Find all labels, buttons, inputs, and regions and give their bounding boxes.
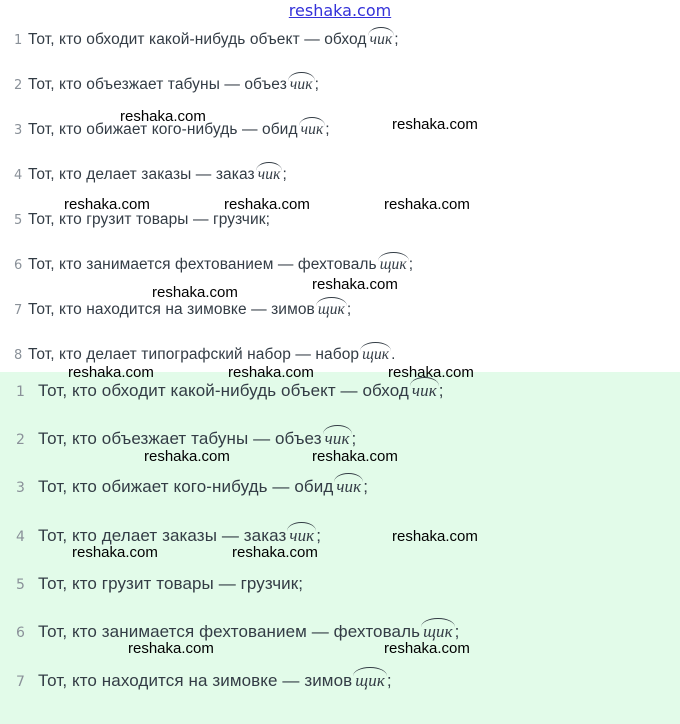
list-item <box>0 477 368 497</box>
watermark: reshaka.com <box>388 364 474 381</box>
suffix-mark: чик <box>369 31 393 48</box>
item-text: Тот, кто обходит какой-нибудь объект — обход <box>28 31 367 48</box>
item-number: 2 <box>14 78 23 93</box>
watermark: reshaka.com <box>384 196 470 213</box>
list-item <box>0 166 287 184</box>
suffix-mark: чик <box>289 526 315 545</box>
suffix-mark: щик <box>362 346 390 363</box>
item-text: Тот, кто занимается фехтованием — фехтоваль <box>38 622 421 641</box>
suffix-mark: щик <box>379 256 407 273</box>
item-number: 6 <box>16 625 25 641</box>
item-end: . <box>391 346 396 363</box>
suffix-mark: щик <box>355 671 385 690</box>
item-end: ; <box>386 671 392 690</box>
item-number: 5 <box>16 577 25 593</box>
watermark: reshaka.com <box>232 544 318 561</box>
list-item <box>0 574 303 594</box>
item-number: 1 <box>16 384 25 400</box>
item-number: 1 <box>14 33 23 48</box>
suffix-mark: чик <box>336 477 362 496</box>
item-text: Тот, кто обижает кого-нибудь — обид <box>38 477 334 496</box>
watermark: reshaka.com <box>392 116 478 133</box>
site-link[interactable]: reshaka.com <box>288 1 392 20</box>
watermark: reshaka.com <box>312 448 398 465</box>
item-end: ; <box>346 301 352 318</box>
item-text: Тот, кто делает заказы — заказ <box>28 166 255 183</box>
list-item <box>0 429 356 449</box>
item-text: Тот, кто обижает кого-нибудь — обид <box>28 121 298 138</box>
item-text: Тот, кто находится на зимовке — зимов <box>38 671 353 690</box>
list-item <box>0 31 399 49</box>
item-text: Тот, кто объезжает табуны — объез <box>38 429 322 448</box>
item-number: 3 <box>14 123 23 138</box>
suffix-mark: щик <box>317 301 345 318</box>
list-item <box>0 346 396 364</box>
item-text: Тот, кто грузит товары — грузчик; <box>38 574 304 593</box>
item-end: ; <box>314 76 320 93</box>
item-end: ; <box>282 166 287 183</box>
list-item <box>0 301 351 319</box>
watermark: reshaka.com <box>152 284 238 301</box>
item-number: 7 <box>14 303 23 318</box>
watermark: reshaka.com <box>384 640 470 657</box>
list-item <box>0 526 321 546</box>
list-item <box>0 671 392 691</box>
item-text: Тот, кто делает типографский набор — набор <box>28 346 360 363</box>
item-end: ; <box>325 121 330 138</box>
list-item <box>0 76 319 94</box>
item-text: Тот, кто грузит товары — грузчик; <box>28 211 271 228</box>
item-end: ; <box>394 31 399 48</box>
suffix-mark: чик <box>411 381 437 400</box>
watermark: reshaka.com <box>120 108 206 125</box>
suffix-mark: чик <box>289 76 313 93</box>
item-text: Тот, кто делает заказы — заказ <box>38 526 287 545</box>
watermark: reshaka.com <box>228 364 314 381</box>
item-number: 4 <box>14 168 23 183</box>
item-number: 7 <box>16 674 25 690</box>
site-header[interactable] <box>0 0 680 22</box>
item-text: Тот, кто объезжает табуны — объез <box>28 76 287 93</box>
list-item <box>0 256 413 274</box>
list-item <box>0 211 270 229</box>
item-text: Тот, кто занимается фехтованием — фехтоваль <box>28 256 377 273</box>
item-end: ; <box>438 381 444 400</box>
item-number: 6 <box>14 258 23 273</box>
watermark: reshaka.com <box>144 448 230 465</box>
item-text: Тот, кто обходит какой-нибудь объект — обход <box>38 381 409 400</box>
item-number: 4 <box>16 529 25 545</box>
suffix-mark: щик <box>423 622 453 641</box>
watermark: reshaka.com <box>128 640 214 657</box>
watermark: reshaka.com <box>224 196 310 213</box>
item-text: Тот, кто находится на зимовке — зимов <box>28 301 315 318</box>
item-number: 5 <box>14 213 23 228</box>
watermark: reshaka.com <box>68 364 154 381</box>
list-item <box>0 622 460 642</box>
item-end: ; <box>408 256 414 273</box>
item-end: ; <box>363 477 369 496</box>
item-number: 2 <box>16 432 25 448</box>
item-end: ; <box>351 429 357 448</box>
item-number: 8 <box>14 348 23 363</box>
watermark: reshaka.com <box>64 196 150 213</box>
watermark: reshaka.com <box>72 544 158 561</box>
watermark: reshaka.com <box>392 528 478 545</box>
list-item <box>0 381 444 401</box>
suffix-mark: чик <box>257 166 281 183</box>
watermark: reshaka.com <box>312 276 398 293</box>
suffix-mark: чик <box>300 121 324 138</box>
item-number: 3 <box>16 480 25 496</box>
suffix-mark: чик <box>324 429 350 448</box>
item-end: ; <box>316 526 322 545</box>
item-end: ; <box>454 622 460 641</box>
